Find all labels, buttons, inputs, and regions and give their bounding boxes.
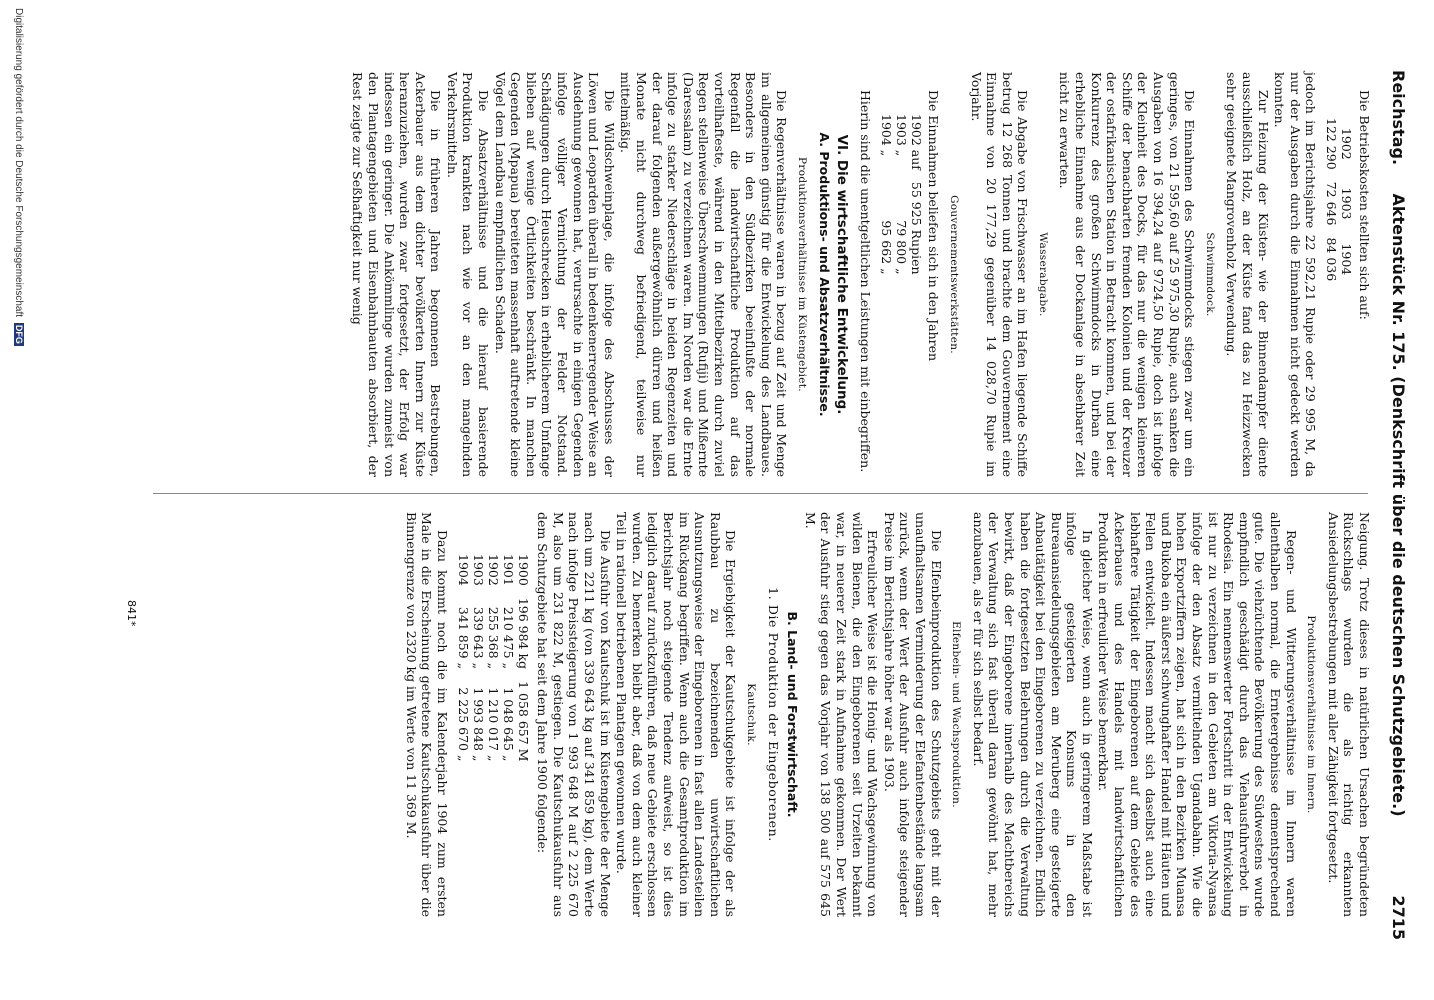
- value-cell: 1 058 657 M: [515, 681, 531, 762]
- year-cell: 1902: [1339, 127, 1355, 160]
- year-cell: 1904 „: [878, 114, 894, 157]
- value-cell: 1 210 017 „: [485, 687, 501, 762]
- year-cell: 1901: [500, 554, 516, 586]
- paragraph: Die Elfenbeinproduktion des Schutzgebiets geht mit der unaufhaltsamen Verminderung der Elefantenbestände langsam zurück, wenn der Wert der Ausfuhr auch infolge steigender Preise im Berichtsjahre höher war als 1903.: [881, 512, 944, 917]
- digitization-credit: [13, 8, 24, 346]
- column-right: [402, 512, 1372, 917]
- paragraph: Zur Heizung der Küsten- wie der Binnendampfer diente ausschließlich Holz, an der Küste fand das zu Heizzwecken sehr geeignete Mangrovenholz Verwendung.: [1224, 72, 1271, 477]
- paragraph: Die in früheren Jahren begonnenen Bestrebungen, Ackerbauer aus dem dichter bevölkerten Innern zur Küste heranzuziehen, wurden zwar fortgesetzt, der Erfolg war indessen ein geringer. Die Ankömmlinge wurden zumeist von den Plantagengebieten und Eisenbahnbauten absorbiert, der Rest zeigte zur Seßhaftigkeit nur wenig: [350, 72, 444, 477]
- kg-cell: 341 859 „: [455, 606, 471, 670]
- paragraph: Regen- und Witterungsverhältnisse im Innern waren allenthalben normal, die Ernteergebnisse dementsprechend gute. Die viehzüchtende Bevölkerung des Südwestens wurde empfindlich geschädigt durch das Viehausfuhrverbot in Rhodesia. Ein nennenswerter Fortschritt in der Entwickelung ist nur zu verzeichnen in den Gebieten am Viktoria-Nyansa infolge der den Absatz vermittelnden Ugandabahn. Wie die hohen Exportziffern zeigen, hat sich in den Bezirken Muansa und Bukoba ein äußerst schwunghafter Handel mit Häuten und Fellen entwickelt. Indessen macht sich daselbst auch eine lebhaftere Tätigkeit der Eingeborenen auf dem Gebiete des Ackerbaues und des Handels mit landwirtschaftlichen Produkten in erfreulicher Weise bemerkbar.: [1096, 512, 1299, 917]
- kautschuk-table: [456, 548, 531, 767]
- value-cell: 1 048 645 „: [500, 687, 516, 762]
- page-footer-number: 841*: [125, 600, 138, 627]
- cost-cell: 122 290: [1324, 118, 1340, 170]
- paragraph: Die Regenverhältnisse waren in bezug auf Zeit und Menge im allgemeinen günstig für die Entwickelung des Landbaues. Besonders in den Südbezirken beeinflußte der normale Regenfall die landwirtschaftliche Produktion auf das vorteilhafteste, während in den Mittelbezirken durch zuviel Regen stellenweise Überschwemmungen (Rufiji) und Mißernte (Daressalam) zu verzeichnen waren. Im Norden war die Ernte infolge zu starker Niederschläge in beiden Regenzeiten und der darauf folgenden außergewöhnlich dürren und heißen Monate nicht durchweg befriedigend, teilweise nur mittelmäßig.: [618, 72, 790, 477]
- value-cell: 1 993 848 „: [470, 687, 486, 762]
- value-cell: 95 662 „: [878, 220, 894, 275]
- paragraph: Dazu kommt noch die im Kalenderjahr 1904 zum ersten Male in die Erscheinung getretene Kautschukausfuhr über die Binnengrenze von 2320 kg im Werte von 11 369 M.: [403, 512, 450, 917]
- section-heading-a: A. Produktions- und Absatzverhältnisse.: [816, 132, 832, 417]
- header-page-number: 2715: [1389, 895, 1408, 940]
- subheading-wasserabgabe: Wasserabgabe.: [1036, 232, 1049, 317]
- subheading-kautschuk: Kautschuk.: [745, 683, 758, 746]
- year-cell: 1902: [485, 554, 501, 586]
- paragraph: Neigung. Trotz dieses in natürlichen Ursachen begründeten Rückschlags wurden die als richtig erkannten Ansiedelungsbestrebungen mit aller Zähigkeit fortgesetzt.: [1325, 512, 1372, 917]
- subheading-innern: Produktionsverhältnisse im Innern.: [1305, 615, 1318, 814]
- table-row: [909, 108, 924, 281]
- table-row: [501, 548, 516, 767]
- kg-cell: 196 984 kg: [515, 597, 531, 670]
- header-left: Reichstag.: [1389, 70, 1408, 166]
- paragraph: Die Einnahmen beliefen sich in den Jahren: [926, 90, 942, 362]
- year-cell: 1904: [455, 554, 471, 586]
- paragraph: jedoch im Berichtsjahre 22 592,21 Rupie oder 29 995 M, da nur der Ausgaben durch die Einnahmen nicht gedeckt werden konnten.: [1272, 72, 1319, 477]
- table-row: [516, 548, 531, 767]
- cost-cell: 72 646: [1324, 181, 1340, 226]
- table-row: [879, 108, 894, 281]
- paragraph: Erfreulicher Weise ist die Honig- und Wachsgewinnung von wilden Bienen, die den Eingeborenen seit Urzeiten bekannt war, in neuerer Zeit stark in Aufnahme gekommen. Der Wert der Ausfuhr stieg gegen das Vorjahr von 138 500 auf 575 645 M.: [802, 512, 881, 917]
- header-title: Aktenstück Nr. 175. (Denkschrift über die deutschen Schutzgebiete.): [1389, 193, 1408, 817]
- kg-cell: 339 643 „: [470, 606, 486, 670]
- year-cell: 1900: [515, 554, 531, 586]
- page-header: [1378, 70, 1408, 940]
- paragraph: Die Absatzverhältnisse und die hierauf basierende Produktion krankten nach wie vor an den mangelnden Verkehrsmitteln.: [444, 72, 492, 477]
- year-cell: 1903: [1339, 187, 1355, 220]
- table-row: [486, 548, 501, 767]
- section-heading-b: B. Land- und Forstwirtschaft.: [785, 611, 801, 818]
- paragraph: Die Wildschweinplage, die infolge des Abschusses der Löwen und Leoparden überall in bedenkenerregender Weise an Ausdehnung gewonnen hat, verursachte in einigen Gegenden infolge völliger Vernichtung der Felder Notstand. Schädigungen durch Heuschrecken in erheblicherem Umfange blieben auf wenige Örtlichkeiten beschränkt. In manchen Gegenden (Mpapua) bereiteten massenhaft auftretende kleine Vögel dem Landbau empfindlichen Schaden.: [492, 72, 617, 477]
- cost-cell: 84 036: [1324, 237, 1340, 282]
- paragraph: Die Ausfuhr von Kautschuk ist im Küstengebiete der Menge nach um 2211 kg (von 339 643 kg auf 341 859 kg), dem Werte nach infolge Preissteigerung von 1 993 648 M auf 2 225 670 M, also um 231 822 M, gestiegen. Die Kautschukausfuhr aus dem Schutzgebiete hat seit dem Jahre 1900 folgende:: [535, 512, 613, 917]
- credit-text: Digitalisierung gefördert durch die Deutsche Forschungsgemeinschaft: [13, 8, 24, 318]
- kg-cell: 210 475 „: [500, 606, 516, 670]
- subheading-kuestengebiet: Produktionsverhältnisse im Küstengebiet.: [795, 157, 808, 392]
- year-cell: 1902 auf: [908, 114, 924, 170]
- paragraph: Die Einnahmen des Schwimmdocks stiegen zwar um ein geringes, von 21 595,60 auf 25 975,30 Rupie, auch sanken die Ausgaben von 16 394,24 auf 9724,50 Rupie, doch ist infolge der Kleinheit des Docks, für das nur die wenigen kleineren Schiffe der benachbarten fremden Kolonien und der Kreuzer der ostafrikanischen Station in Betracht kommen, und bei der Konkurrenz des großen Schwimmdocks in Durban eine erhebliche Einnahme aus der Dockanlage in absehbarer Zeit nicht zu erwarten.: [1057, 72, 1198, 477]
- paragraph: Die Ergiebigkeit der Kautschukgebiete ist infolge der als Raubbau zu bezeichnenden unwirtschaftlichen Ausnutzungsweise der Eingeborenen in fast allen Landesteilen im Rückgang begriffen. Wenn auch die Gesamtproduktion im Berichtsjahr noch steigende Tendenz aufweist, so ist dies lediglich darauf zurückzuführen, daß neue Gebiete erschlossen wurden. Zu bemerken bleibt aber, daß von dem auch kleiner Teil in rationell betriebenen Plantagen gewonnen wurde.: [614, 512, 739, 917]
- paragraph: Hierin sind die unentgeltlichen Leistungen mit einbegriffen.: [857, 90, 873, 473]
- dfg-logo: DFG: [14, 324, 24, 344]
- column-separator: [153, 493, 1368, 494]
- paragraph: Die Abgabe von Frischwasser an im Hafen liegende Schiffe betrug 12 268 Tonnen und brachte dem Gouvernement eine Einnahme von 20 177,29 gegenüber 14 028,70 Rupie im Vorjahr.: [968, 72, 1031, 477]
- value-cell: 55 925 Rupien: [908, 181, 924, 275]
- value-cell: 79 800 „: [893, 220, 909, 275]
- cost-table: [1324, 112, 1354, 287]
- kg-cell: 255 368 „: [485, 606, 501, 670]
- value-cell: 2 225 670 „: [455, 687, 471, 762]
- table-row: [894, 108, 909, 281]
- subheading-schwimmdock: Schwimmdock.: [1203, 232, 1216, 317]
- table-row: [471, 548, 486, 767]
- section-heading-vi: VI. Die wirtschaftliche Entwickelung.: [834, 134, 851, 415]
- paragraph: In gleicher Weise, wenn auch in geringerem Maßstabe ist infolge gesteigerten Konsums in den Bureauansiedelungsgebieten am Meruberg eine gesteigerte Anbautätigkeit bei den Eingeborenen zu verzeichnen. Endlich haben die fortgesetzten Belehrungen durch die Verwaltung bewirkt, daß der Eingeborene innerhalb des Machtbereichs der Verwaltung sich fast überall daran gewöhnt hat, mehr anzubauen, als er für sich selbst bedarf.: [970, 512, 1095, 917]
- section-heading-1: 1. Die Produktion der Eingeborenen.: [765, 587, 781, 842]
- year-cell: 1903 „: [893, 114, 909, 157]
- column-left: [349, 72, 1372, 477]
- werkstatt-table: [879, 108, 924, 281]
- subheading-elfenbein: Elfenbein- und Wachsproduktion.: [950, 621, 963, 808]
- year-cell: 1903: [470, 554, 486, 586]
- table-row: [456, 548, 471, 767]
- paragraph: Die Betriebskosten stellten sich auf:: [1357, 90, 1372, 320]
- subheading-werkstaetten: Gouvernementswerkstätten.: [947, 195, 960, 354]
- year-cell: 1904: [1339, 243, 1355, 276]
